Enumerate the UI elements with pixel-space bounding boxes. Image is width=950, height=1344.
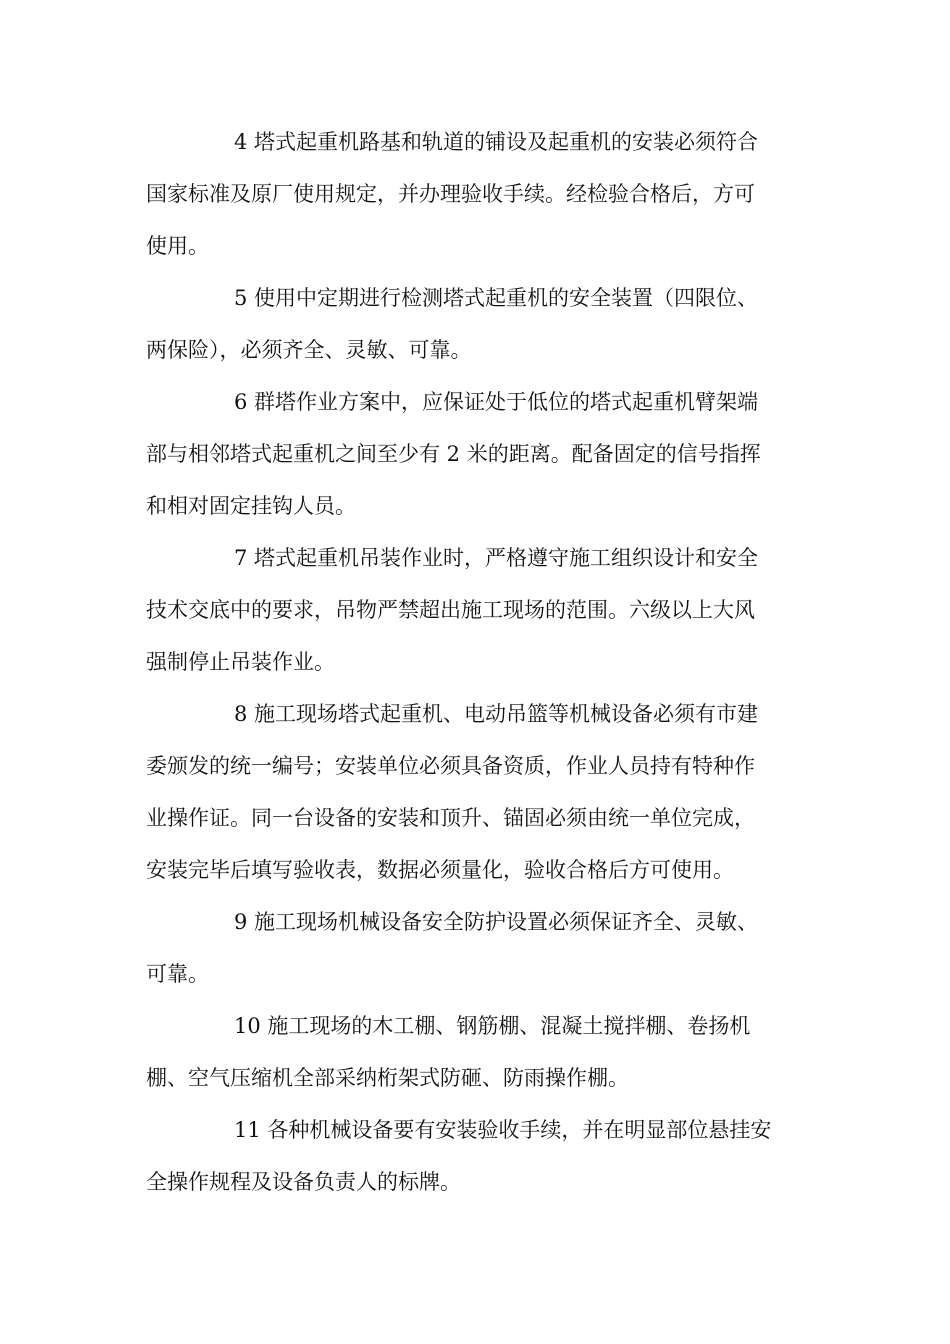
paragraph-line: 6 群塔作业方案中，应保证处于低位的塔式起重机臂架端 xyxy=(234,390,759,414)
paragraph-4 xyxy=(146,116,802,272)
paragraph-line: 强制停止吊装作业。 xyxy=(146,650,335,674)
document-body xyxy=(146,116,802,1208)
paragraph-6 xyxy=(146,376,802,532)
paragraph-line: 10 施工现场的木工棚、钢筋棚、混凝土搅拌棚、卷扬机 xyxy=(234,1014,751,1038)
paragraph-line: 使用。 xyxy=(146,234,209,258)
paragraph-line: 可靠。 xyxy=(146,962,209,986)
paragraph-line: 国家标准及原厂使用规定，并办理验收手续。经检验合格后，方可 xyxy=(146,182,755,206)
paragraph-5 xyxy=(146,272,802,376)
paragraph-line: 5 使用中定期进行检测塔式起重机的安全装置（四限位、 xyxy=(234,286,759,310)
paragraph-11 xyxy=(146,1104,802,1208)
paragraph-line: 4 塔式起重机路基和轨道的铺设及起重机的安装必须符合 xyxy=(234,130,759,154)
paragraph-7 xyxy=(146,532,802,688)
paragraph-8 xyxy=(146,688,802,896)
paragraph-9 xyxy=(146,896,802,1000)
paragraph-line: 棚、空气压缩机全部采纳桁架式防砸、防雨操作棚。 xyxy=(146,1066,629,1090)
paragraph-10 xyxy=(146,1000,802,1104)
paragraph-line: 11 各种机械设备要有安装验收手续，并在明显部位悬挂安 xyxy=(234,1118,772,1142)
paragraph-line: 委颁发的统一编号；安装单位必须具备资质，作业人员持有特种作 xyxy=(146,754,755,778)
paragraph-line: 技术交底中的要求，吊物严禁超出施工现场的范围。六级以上大风 xyxy=(146,598,755,622)
paragraph-line: 7 塔式起重机吊装作业时，严格遵守施工组织设计和安全 xyxy=(234,546,759,570)
paragraph-line: 和相对固定挂钩人员。 xyxy=(146,494,356,518)
paragraph-line: 8 施工现场塔式起重机、电动吊篮等机械设备必须有市建 xyxy=(234,702,759,726)
paragraph-line: 部与相邻塔式起重机之间至少有 2 米的距离。配备固定的信号指挥 xyxy=(146,442,761,466)
paragraph-line: 两保险），必须齐全、灵敏、可靠。 xyxy=(146,338,472,362)
paragraph-line: 业操作证。同一台设备的安装和顶升、锚固必须由统一单位完成， xyxy=(146,806,755,830)
paragraph-line: 全操作规程及设备负责人的标牌。 xyxy=(146,1170,461,1194)
paragraph-line: 安装完毕后填写验收表，数据必须量化，验收合格后方可使用。 xyxy=(146,858,734,882)
paragraph-line: 9 施工现场机械设备安全防护设置必须保证齐全、灵敏、 xyxy=(234,910,759,934)
